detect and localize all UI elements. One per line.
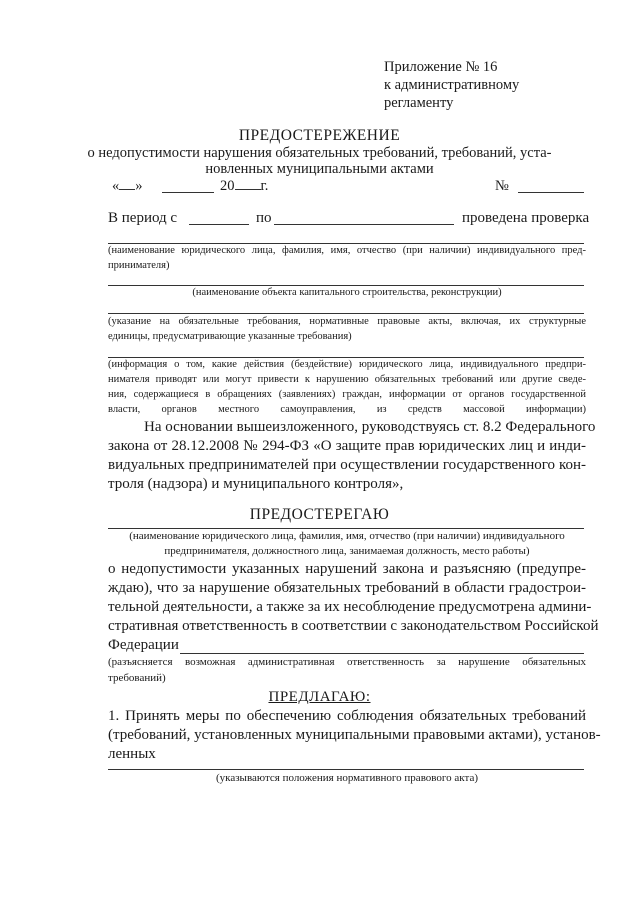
requirements-hint-2: единицы, предусматривающие указанные требования) [108,331,352,342]
basis-line-2: закона от 28.12.2008 № 294-ФЗ «О защите прав юридических лиц и инди- [108,438,586,454]
warn-text-5: Федерации [108,637,179,653]
warn-text-4: стративная ответственность в соответствии с законодательством Российской [108,618,599,634]
act-hint: (указываются положения нормативного правового акта) [215,772,478,784]
date-day [112,178,143,195]
info-hint-4: власти, органов местного самоуправления, из средств массовой информации) [108,404,586,415]
period-to-blank [274,224,454,225]
object-hint: (наименование объекта капитального строительства, реконструкции) [192,287,502,298]
period-suffix: проведена проверка [462,210,590,226]
warn-text-3: тельной деятельности, а также за их несоблюдение предусмотрена админи- [108,599,592,615]
year-suffix: г. [260,178,269,194]
period-to: по [256,210,272,226]
act-line [108,769,584,770]
annex-line-3: регламенту [384,95,454,111]
warn-line [108,528,584,529]
warn-title: ПРЕДОСТЕРЕГАЮ [249,506,390,523]
entity-line [108,243,584,244]
number-label: № [495,178,509,194]
annex-block [384,58,519,112]
info-hint-3: ния, содержащиеся в обращениях (заявлениях) граждан, информации от органов государственной [108,389,586,400]
info-line [108,357,584,358]
doc-number [495,178,509,195]
basis-line-3: видуальных предпринимателей при осуществлении государственного кон- [108,457,586,473]
date-year [220,178,268,195]
resp-hint-2: требований) [108,672,166,684]
period-prefix: В период с [108,210,178,226]
object-line [108,285,584,286]
quote-open: « [112,178,120,194]
document-title: ПРЕДОСТЕРЕЖЕНИЕ [238,127,401,144]
info-hint-1: (информация о том, какие действия (бездействие) юридического лица, индивидуального предпри- [108,359,586,370]
subtitle-line-2: новленных муниципальными актами [205,161,434,177]
offer-text-2: (требований, установленных муниципальными правовыми актами), установ- [108,727,601,743]
requirements-line [108,313,584,314]
basis-line-1: На основании вышеизложенного, руководствуясь ст. 8.2 Федерального [144,419,596,435]
offer-title: ПРЕДЛАГАЮ: [268,689,371,705]
info-hint-2: нимателя приводят или могут привести к нарушению обязательных требований или другие сведе- [108,374,586,385]
offer-title-wrap [0,688,639,706]
month-blank [162,192,214,193]
resp-hint-1: (разъясняется возможная административная ответственность за нарушение обязательных [108,656,586,668]
period-from-blank [189,224,249,225]
annex-line-2: к административному [384,77,520,93]
warn-hint-2: предпринимателя, должностного лица, занимаемая должность, место работы) [164,545,530,557]
federation-blank [180,653,584,654]
year-prefix: 20 [220,178,235,194]
warn-text-1: о недопустимости указанных нарушений закона и разъясняю (предупре- [108,561,586,577]
warn-hint-1: (наименование юридического лица, фамилия, имя, отчество (при наличии) индивидуального [129,530,565,542]
offer-text-1: 1. Принять меры по обеспечению соблюдения обязательных требований [108,708,586,724]
basis-line-4: троля (надзора) и муниципального контроля», [108,476,404,492]
number-blank [518,192,584,193]
annex-line-1: Приложение № 16 [384,59,498,75]
subtitle-line-1: о недопустимости нарушения обязательных требований, требований, уста- [87,145,552,161]
quote-close: » [135,178,143,194]
warn-text-2: ждаю), что за нарушение обязательных требований в области градострои- [108,580,586,596]
offer-text-3: ленных [108,746,156,762]
entity-hint-1: (наименование юридического лица, фамилия, имя, отчество (при наличии) индивидуального пред- [108,245,586,256]
requirements-hint-1: (указание на обязательные требования, нормативные правовые акты, включая, их структурные [108,316,586,327]
entity-hint-2: принимателя) [108,260,170,271]
